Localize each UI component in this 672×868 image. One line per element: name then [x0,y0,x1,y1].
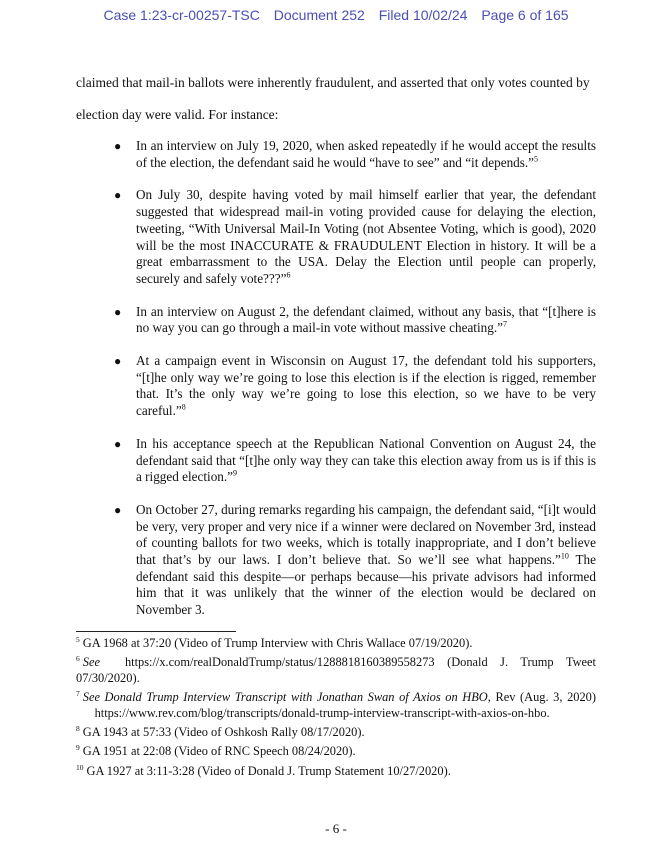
footnote-text: GA 1951 at 22:08 (Video of RNC Speech 08/24/2020). [82,744,356,759]
footnote-number: 10 [76,762,84,772]
footnote-ref: 8 [181,402,186,412]
case-header [0,7,672,23]
bullet-list [76,138,596,635]
case-number: Case 1:23-cr-00257-TSC [103,7,260,23]
footnote-text: GA 1927 at 3:11-3:28 (Video of Donald J. Trump Statement 10/27/2020). [86,763,451,778]
footnote-ref: 6 [286,270,291,280]
list-item [76,436,596,486]
bullet-icon: ● [114,188,122,203]
bullet-icon: ● [114,502,122,517]
footnote-8 [76,725,596,740]
page-number: - 6 - [325,821,347,836]
footnote-9 [76,744,596,759]
list-item [76,353,596,420]
footnotes [76,636,596,783]
bullet-text: On July 30, despite having voted by mail himself earlier that year, the defendant suggested that widespread mail-in voting provided cause for delaying the election, tweeting, “With Universal Mail-In Voting (not Absentee Voting, which is good), 2020 will be the most INACCURATE & FRAUDULENT Election in history. It will be a great embarrassment to the USA. Delay the Election until people can properly, securely and safely vote???” [136,187,596,286]
footnote-10 [76,764,596,779]
footnote-ref: 5 [534,154,539,164]
bullet-text-continued: The defendant said this despite—or perhaps because—his private advisors had informed him that it was unlikely that the winner of the election would be declared on November 3. [136,552,596,618]
list-item [76,187,596,287]
footnote-ref: 9 [233,468,238,478]
footnote-number: 9 [76,743,80,753]
footnote-7 [76,690,596,721]
footnote-number: 8 [76,723,80,733]
footnote-text: https://x.com/realDonaldTrump/status/1288818160389558273 (Donald J. Trump Tweet 07/30/2020). [76,655,596,685]
document-number: Document 252 [273,7,365,23]
footnote-see: See [82,655,100,670]
list-item [76,502,596,619]
bullet-text: At a campaign event in Wisconsin on August 17, the defendant told his supporters, “[t]he only way we’re going to lose this election is if the election is rigged, remember that. It’s the only way we’re going to lose this election, so we have to be very careful.” [136,353,596,419]
footnote-5 [76,636,596,651]
footnote-number: 5 [76,634,80,644]
footnote-number: 7 [76,689,80,699]
bullet-icon: ● [114,139,122,153]
intro-line-1: claimed that mail-in ballots were inherently fraudulent, and asserted that only votes counted by [76,75,590,90]
footnote-text: GA 1943 at 57:33 (Video of Oshkosh Rally 08/17/2020). [82,725,365,740]
footnote-text: , Rev (Aug. 3, 2020) https://www.rev.com/blog/transcripts/donald-trump-interview-transcript-with-axios-on-hbo. [76,690,596,720]
footnote-ref: 7 [502,319,507,329]
filed-date: Filed 10/02/24 [378,7,468,23]
list-item [76,304,596,337]
bullet-icon: ● [114,304,122,319]
footnote-number: 6 [76,654,80,664]
page-count: Page 6 of 165 [481,7,569,23]
footnote-text: GA 1968 at 37:20 (Video of Trump Interview with Chris Wallace 07/19/2020). [82,636,473,650]
list-item [76,138,596,171]
footnote-6 [76,655,596,686]
bullet-text: In his acceptance speech at the Republican National Convention on August 24, the defendant said that “[t]he only way they can take this election away from us is if this is a rigged election.” [136,435,596,485]
footnote-divider [76,631,236,632]
footnote-title: See Donald Trump Interview Transcript with Jonathan Swan of Axios on HBO [82,690,488,705]
bullet-icon: ● [114,354,122,369]
bullet-text: In an interview on July 19, 2020, when asked repeatedly if he would accept the results of the election, the defendant said he would “have to see” and “it depends.” [136,138,596,170]
bullet-text: On October 27, during remarks regarding his campaign, the defendant said, “[i]t would be very, very proper and very nice if a winner were declared on November 3rd, instead of counting ballots for two weeks, which is totally inappropriate, and I don’t believe that that’s by our laws. I don’t believe that. So we’ll see what happens.” [136,501,596,568]
intro-line-2: election day were valid. For instance: [76,107,279,122]
bullet-text: In an interview on August 2, the defendant claimed, without any basis, that “[t]here is no way you can go through a mail-in vote without massive cheating.” [136,303,596,336]
bullet-icon: ● [114,436,122,451]
footnote-ref: 10 [560,551,569,561]
